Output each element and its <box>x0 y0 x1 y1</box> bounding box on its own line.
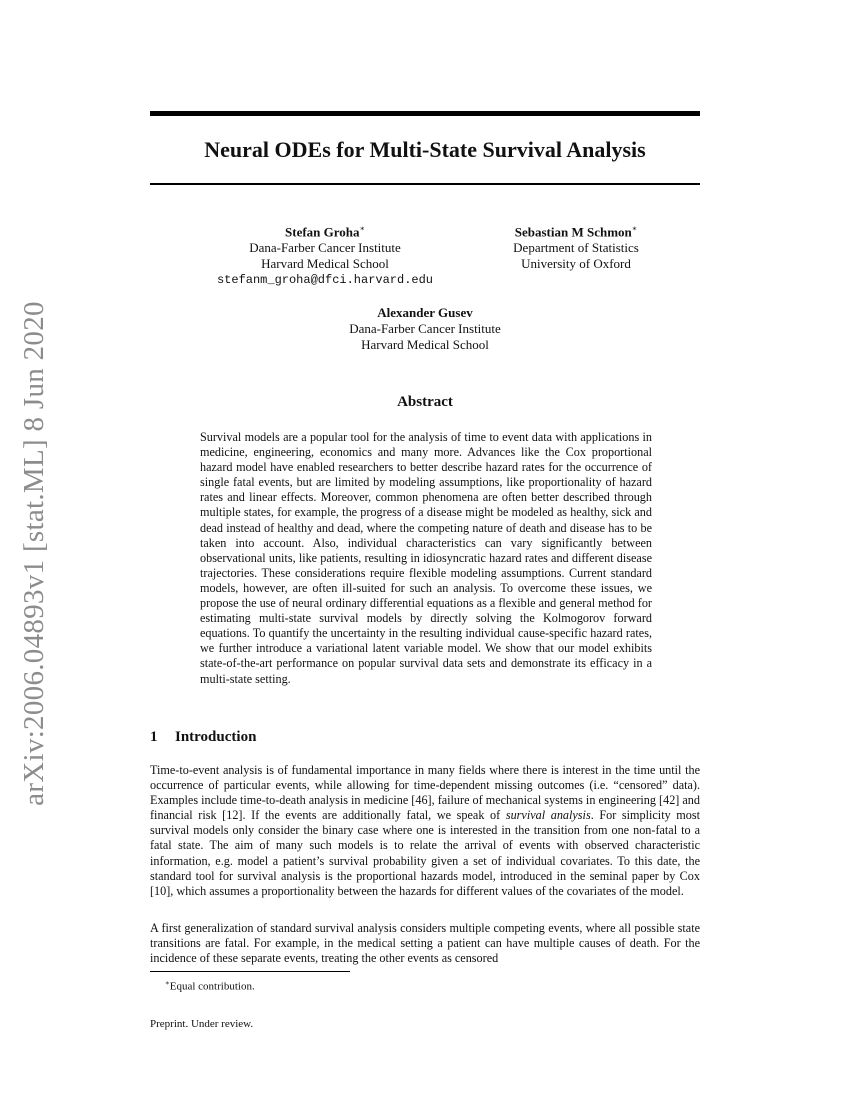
footnote-text: Equal contribution. <box>169 980 255 993</box>
author-affiliation: Harvard Medical School <box>261 256 389 272</box>
author-name: Stefan Groha∗ <box>285 224 365 240</box>
author-affiliation: Dana-Farber Cancer Institute <box>249 240 401 256</box>
title-bottom-rule <box>150 183 700 185</box>
emphasis-survival-analysis: survival analysis <box>505 808 591 823</box>
title-top-rule <box>150 111 700 116</box>
author-email[interactable]: stefanm_groha@dfci.harvard.edu <box>216 273 434 288</box>
footnote-rule <box>150 971 350 972</box>
author-affiliation: Department of Statistics <box>513 240 639 256</box>
section-title: Introduction <box>175 729 257 745</box>
equal-contribution-mark: ∗ <box>359 224 365 233</box>
author-block-1 <box>200 221 450 288</box>
introduction-paragraph-1: Time-to-event analysis is of fundamental importance in many fields where there is interest in the time until the occurrence of particular events, while allowing for time-dependent missing outcomes (i.e. “censored” data). Examples include time-to-death analysis in medicine [46], failure of mechanical systems in engineering [42] and financial risk [12]. If the events are additionally fatal, we speak of survival analysis. For simplicity most survival models only consider the binary case where one is interested in the transition from one non-fatal to a fatal state. The aim of many such models is to relate the arrival of events with observed characteristic information, e.g. model a patient’s survival probability given a set of individual covariates. To this date, the standard tool for survival analysis is the proportional hazards model, introduced in the seminal paper by Cox [10], which assumes a proportionality between the hazards for different values of the covariates of the model. <box>150 763 700 898</box>
abstract-heading: Abstract <box>397 394 453 410</box>
author-name: Alexander Gusev <box>377 305 473 320</box>
arxiv-identifier-stamp <box>19 297 49 809</box>
arxiv-identifier-text: arXiv:2006.04893v1 [stat.ML] 8 Jun 2020 <box>17 300 50 806</box>
author-block-3 <box>300 305 550 353</box>
abstract-text: Survival models are a popular tool for the analysis of time to event data with applications in medicine, engineering, economics and many more. Advances like the Cox proportional hazard model have enabled researchers to better describe hazard rates for the occurrence of single fatal events, but are limited by modeling assumptions, like proportionality of hazard rates and linear effects. Moreover, common phenomena are often better described through multiple states, for example, the progress of a disease might be modeled as healthy, sick and dead instead of healthy and dead, where the competing nature of death and disease has to be taken into account. Also, individual characteristics can vary significantly between observational units, like patients, resulting in idiosyncratic hazard rates and different disease trajectories. These considerations require flexible modeling assumptions. Current standard models, however, are often ill-suited for such an analysis. To overcome these issues, we propose the use of neural ordinary differential equations as a flexible and general method for estimating multi-state survival models by directly solving the Kolmogorov forward equations. To quantify the uncertainty in the resulting individual cause-specific hazard rates, we further introduce a variational latent variable model. We show that our model exhibits state-of-the-art performance on popular survival data sets and demonstrate its efficacy in a multi-state setting. <box>200 430 652 686</box>
footnote-mark: ∗ <box>165 979 170 987</box>
preprint-notice: Preprint. Under review. <box>150 1018 254 1030</box>
paper-title: Neural ODEs for Multi-State Survival Analysis <box>204 137 646 162</box>
author-affiliation: Harvard Medical School <box>361 337 489 352</box>
footnote <box>165 976 255 994</box>
section-heading-introduction <box>150 727 700 747</box>
author-block-2 <box>466 221 686 272</box>
author-affiliation: University of Oxford <box>521 256 631 272</box>
equal-contribution-mark: ∗ <box>631 224 638 233</box>
section-number: 1 <box>150 729 158 745</box>
author-name: Sebastian M Schmon∗ <box>514 224 638 240</box>
author-affiliation: Dana-Farber Cancer Institute <box>349 321 501 336</box>
introduction-paragraph-2: A first generalization of standard survival analysis considers multiple competing events, where all possible state transitions are fatal. For example, in the medical setting a patient can have multiple causes of death. For the incidence of these separate events, treating the other events as censored <box>150 921 700 966</box>
